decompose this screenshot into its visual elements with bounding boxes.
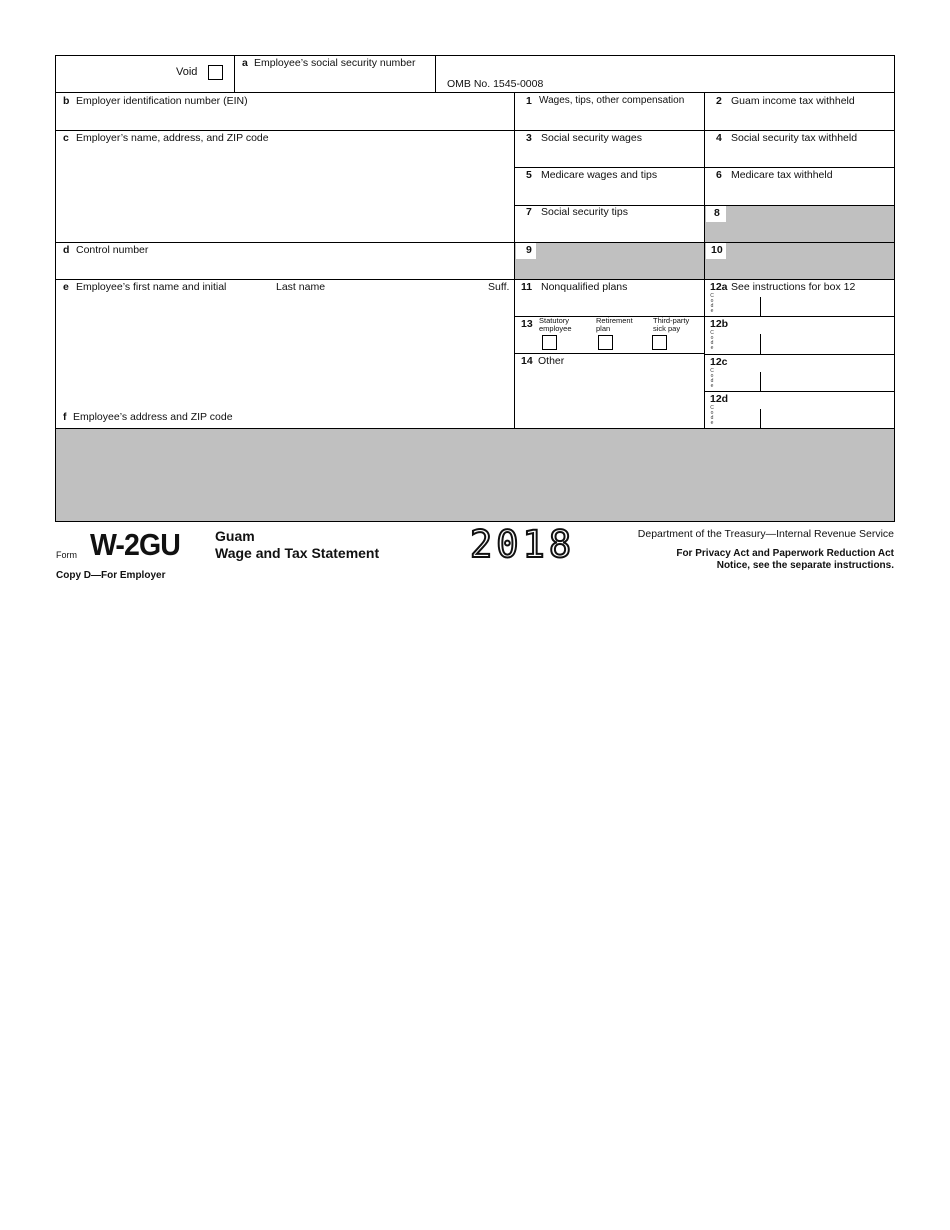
retirement-plan-label: Retirement plan xyxy=(596,316,633,333)
box8-number: 8 xyxy=(714,207,720,219)
box12d-number: 12d xyxy=(710,393,729,405)
employee-ssn-field[interactable] xyxy=(240,70,430,90)
box12b-amount-field[interactable] xyxy=(763,334,892,352)
bottom-shaded-area xyxy=(56,428,894,521)
box6-field[interactable] xyxy=(708,182,892,202)
box-e-label: Employee’s first name and initial xyxy=(76,281,227,293)
form-title-line2: Wage and Tax Statement xyxy=(215,545,380,561)
box2-number: 2 xyxy=(716,95,722,107)
box9-number: 9 xyxy=(526,244,532,256)
box12c-amount-field[interactable] xyxy=(763,372,892,390)
box7-number: 7 xyxy=(526,206,532,218)
box3-field[interactable] xyxy=(518,145,702,165)
box12c-number: 12c xyxy=(710,356,728,368)
void-label: Void xyxy=(176,66,198,78)
box12c-code-label: C o d e xyxy=(710,368,714,389)
box2-label: Guam income tax withheld xyxy=(731,95,855,107)
box5-label: Medicare wages and tips xyxy=(541,169,658,181)
third-party-sick-pay-label: Third-party sick pay xyxy=(653,316,690,333)
w2gu-form xyxy=(0,0,950,600)
box12b-code-field[interactable] xyxy=(718,334,758,352)
box-e-letter: e xyxy=(63,281,69,293)
box12b-number: 12b xyxy=(710,318,729,330)
box12a-amount-field[interactable] xyxy=(763,297,892,315)
box5-number: 5 xyxy=(526,169,532,181)
box12a-code-label: C o d e xyxy=(710,293,714,314)
omb-number: OMB No. 1545-0008 xyxy=(447,78,544,90)
last-name-label: Last name xyxy=(276,281,326,293)
box-a-letter: a xyxy=(242,57,248,69)
box3-number: 3 xyxy=(526,132,532,144)
box14-field[interactable] xyxy=(518,368,702,426)
form-title-line1: Guam xyxy=(215,528,255,544)
box14-number: 14 xyxy=(521,355,533,367)
box4-label: Social security tax withheld xyxy=(731,132,858,144)
box10-number: 10 xyxy=(711,244,723,256)
box13-number: 13 xyxy=(521,318,533,330)
box12d-amount-field[interactable] xyxy=(763,409,892,427)
box10-shade xyxy=(705,242,894,279)
ein-field[interactable] xyxy=(60,108,510,128)
box1-label: Wages, tips, other compensation xyxy=(539,95,685,106)
box12d-code-label: C o d e xyxy=(710,405,714,426)
box-a-label: Employee’s social security number xyxy=(254,57,416,69)
box6-number: 6 xyxy=(716,169,722,181)
box5-field[interactable] xyxy=(518,182,702,202)
box-b-label: Employer identification number (EIN) xyxy=(76,95,248,107)
employer-name-address-field[interactable] xyxy=(60,146,510,240)
box-d-letter: d xyxy=(63,244,70,256)
statutory-employee-label: Statutory employee xyxy=(539,316,572,333)
suffix-label: Suff. xyxy=(488,281,510,293)
third-party-sick-pay-checkbox[interactable] xyxy=(652,335,667,350)
box-f-letter: f xyxy=(63,411,67,423)
retirement-plan-checkbox[interactable] xyxy=(598,335,613,350)
box8-shade xyxy=(705,205,894,242)
box1-number: 1 xyxy=(526,95,532,107)
control-number-field[interactable] xyxy=(60,257,510,277)
box4-field[interactable] xyxy=(708,145,892,165)
box7-field[interactable] xyxy=(518,219,702,239)
box12a-code-field[interactable] xyxy=(718,297,758,315)
box14-label: Other xyxy=(538,355,565,367)
privacy-notice-line1: For Privacy Act and Paperwork Reduction Act xyxy=(676,548,894,559)
box12a-label: See instructions for box 12 xyxy=(731,281,856,293)
department-label: Department of the Treasury—Internal Revenue Service xyxy=(637,528,894,540)
box11-label: Nonqualified plans xyxy=(541,281,628,293)
statutory-employee-checkbox[interactable] xyxy=(542,335,557,350)
form-name: W-2GU xyxy=(90,527,180,562)
void-checkbox[interactable] xyxy=(208,65,223,80)
box2-field[interactable] xyxy=(708,108,892,128)
employee-name-field[interactable] xyxy=(60,295,510,403)
box11-number: 11 xyxy=(521,281,533,293)
box11-field[interactable] xyxy=(518,295,702,314)
box12a-number: 12a xyxy=(710,281,728,293)
box-b-letter: b xyxy=(63,95,70,107)
box-c-label: Employer’s name, address, and ZIP code xyxy=(76,132,269,144)
box12d-code-field[interactable] xyxy=(718,409,758,427)
box-c-letter: c xyxy=(63,132,69,144)
box-f-label: Employee’s address and ZIP code xyxy=(73,411,233,423)
box6-label: Medicare tax withheld xyxy=(731,169,833,181)
box-d-label: Control number xyxy=(76,244,149,256)
box4-number: 4 xyxy=(716,132,722,144)
copy-label: Copy D—For Employer xyxy=(56,570,166,581)
form-word: Form xyxy=(56,550,77,560)
box1-field[interactable] xyxy=(518,108,702,128)
box3-label: Social security wages xyxy=(541,132,642,144)
box7-label: Social security tips xyxy=(541,206,628,218)
box9-shade xyxy=(515,242,705,279)
box12c-code-field[interactable] xyxy=(718,372,758,390)
privacy-notice-line2: Notice, see the separate instructions. xyxy=(716,560,894,571)
box12b-code-label: C o d e xyxy=(710,330,714,351)
tax-year: 2018 xyxy=(470,523,576,566)
